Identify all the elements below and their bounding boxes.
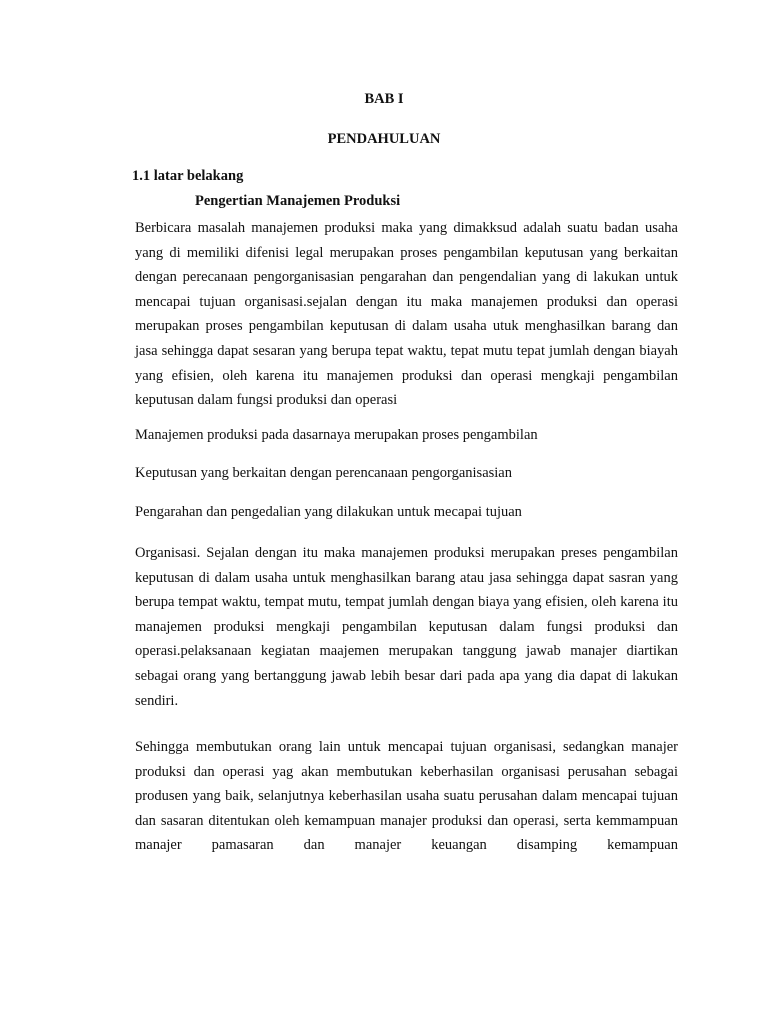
section-heading: 1.1 latar belakang (132, 168, 244, 184)
chapter-title: PENDAHULUAN (327, 131, 441, 147)
paragraph-3: Sehingga membutukan orang lain untuk mencapai tujuan organisasi, sedangkan manajer produksi dan operasi yag akan membutukan keberhasilan organisasi perusahan sebagai produsen yang baik, selanjutnya keberhasilan usaha suatu perusahan dalam mencapai tujuan dan sasaran ditentukan oleh kemampuan manajer produksi dan operasi, serta kemmampuan manajer pamasaran dan manajer keuangan disamping kemampuan (135, 739, 678, 854)
line-manajemen: Manajemen produksi pada dasarnaya merupakan proses pengambilan (135, 427, 538, 443)
paragraph-1: Berbicara masalah manajemen produksi maka yang dimakksud adalah suatu badan usaha yang di memiliki difenisi legal merupakan proses pengambilan keputusan yang berkaitan dengan perecanaan pengorganisasian pengarahan dan pengendalian yang di lakukan untuk mencapai tujuan organisasi.sejalan dengan itu maka manajemen produksi dan operasi merupakan proses pengambilan keputusan di dalam usaha utuk menghasilkan barang dan jasa sehingga dapat sesaran yang berupa tepat waktu, tepat mutu tepat jumlah dengan biayah yang efisien, oleh karena itu manajemen produksi dan operasi mengkaji pengambilan keputusan dalam fungsi produksi dan operasi (135, 220, 678, 409)
paragraph-2: Organisasi. Sejalan dengan itu maka manajemen produksi merupakan preses pengambilan keputusan di dalam usaha untuk menghasilkan barang atau jasa sehingga dapat sasran yang berupa tempat waktu, tempat mutu, tempat jumlah dengan biaya yang efisien, oleh karena itu manajemen produksi mengkaji pengambilan keputusan dalam fungsi produksi dan operasi.pelaksanaan kegiatan maajemen merupakan tanggung jawab manajer diartikan sebagai orang yang bertanggung jawab lebih besar dari pada apa yang dia dapat di lakukan sendiri. (135, 545, 678, 709)
chapter-number: BAB I (364, 91, 404, 107)
line-keputusan: Keputusan yang berkaitan dengan perencanaan pengorganisasian (135, 465, 512, 481)
line-pengarahan: Pengarahan dan pengedalian yang dilakukan untuk mecapai tujuan (135, 504, 522, 520)
subsection-heading: Pengertian Manajemen Produksi (195, 193, 401, 209)
